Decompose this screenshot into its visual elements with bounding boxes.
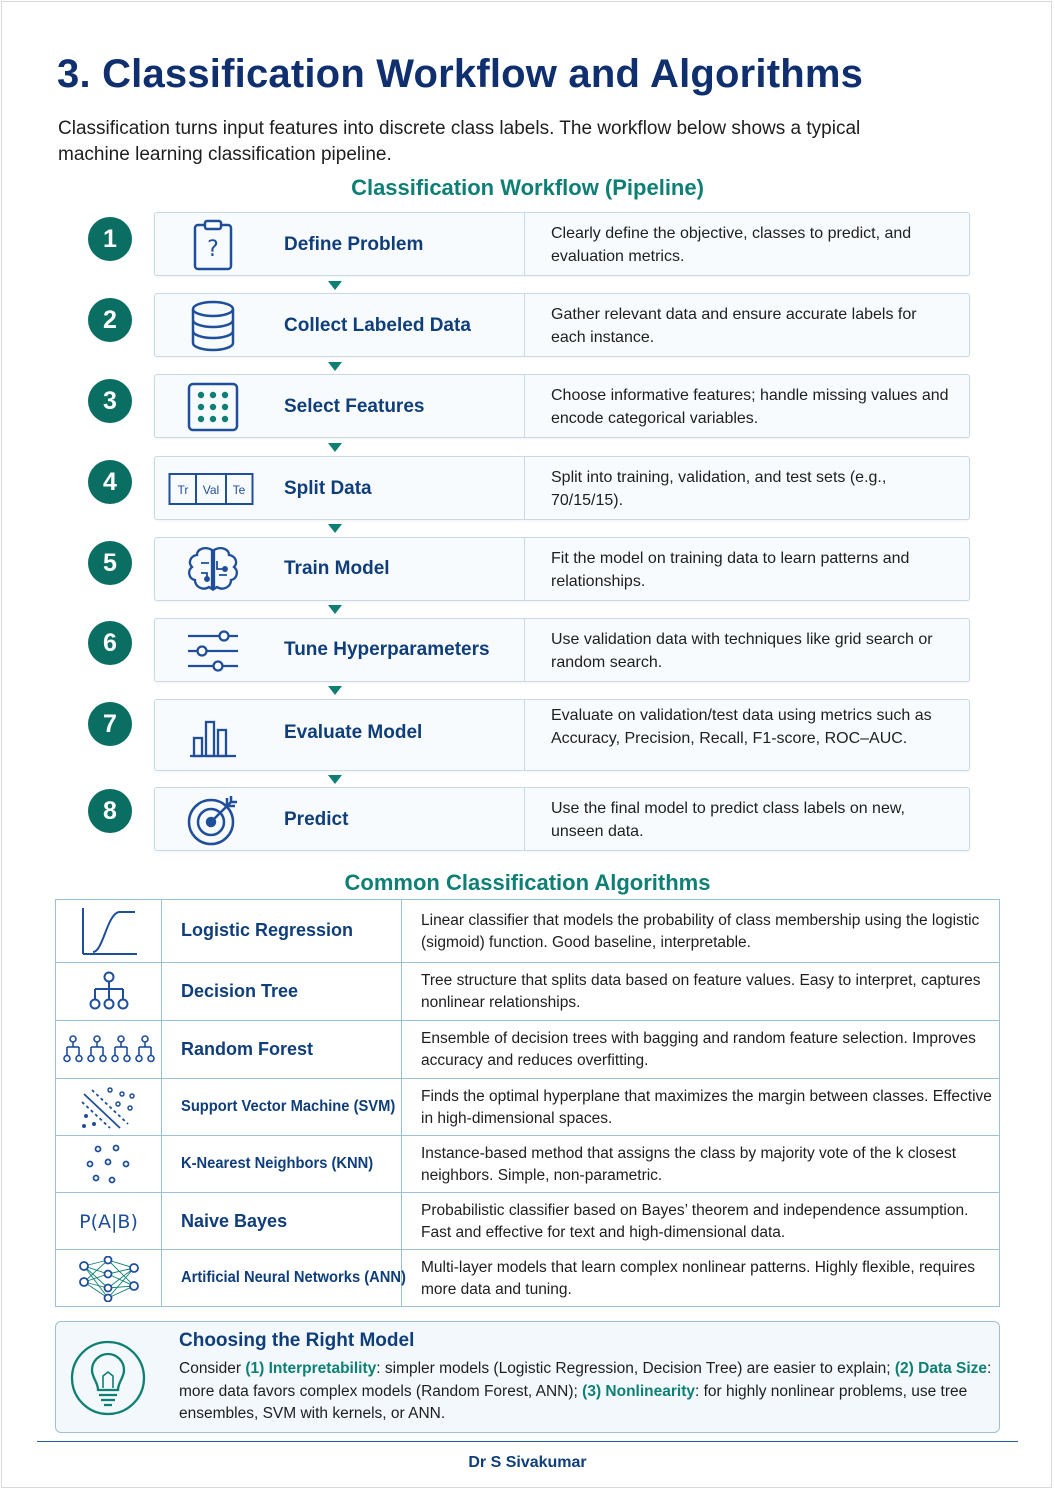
divider [524,700,525,770]
criterion-text: : simpler models (Logistic Regression, Decision Tree) are easier to explain; [376,1360,895,1377]
workflow-step [154,293,970,357]
down-arrow-icon [328,524,342,533]
down-arrow-icon [328,443,342,452]
step-description: Use the final model to predict class labels on new, unseen data. [551,800,905,840]
step-title: Select Features [284,396,425,417]
down-arrow-icon [328,605,342,614]
algorithm-name: Artificial Neural Networks (ANN) [181,1269,406,1286]
callout-title: Choosing the Right Model [179,1330,415,1351]
algorithm-description: Tree structure that splits data based on feature values. Easy to interpret, captures nonlinear relationships. [421,972,981,1011]
algorithm-description: Multi-layer models that learn complex nonlinear patterns. Highly flexible, requires more data and tuning. [421,1259,975,1298]
workflow-step [154,699,970,771]
split-train-label: Tr [177,483,189,497]
sliders-icon [177,623,249,679]
workflow-step [154,374,970,438]
workflow-step [154,787,970,851]
lightbulb-icon [68,1340,148,1420]
workflow-step [154,212,970,276]
knn-points-icon [56,1136,161,1193]
table-row [56,900,999,962]
step-number: 6 [88,621,132,665]
divider [524,213,525,275]
svg-text:?: ? [207,237,219,262]
clipboard-question-icon [177,217,249,273]
algorithms-heading: Common Classification Algorithms [344,870,711,895]
algorithm-description: Instance-based method that assigns the class by majority vote of the k closest neighbors. Simple, non-parametric. [421,1145,957,1184]
down-arrow-icon [328,775,342,784]
split-data-icon [168,461,254,517]
criterion-interpretability: (1) Interpretability [245,1360,377,1377]
workflow-step [154,456,970,520]
step-number: 8 [88,789,132,833]
algorithm-name: Random Forest [181,1039,314,1059]
split-val-label: Val [202,483,220,497]
step-description: Evaluate on validation/test data using metrics such as Accuracy, Precision, Recall, F1-score, ROC–AUC. [551,707,932,747]
divider [524,538,525,600]
bayes-formula-text: P(A|B) [79,1210,138,1233]
step-description: Clearly define the objective, classes to predict, and evaluation metrics. [551,225,912,265]
divider [524,619,525,681]
algorithms-table [55,899,1000,1307]
random-forest-icon [56,1021,161,1079]
callout-text [179,1358,994,1426]
brain-circuit-icon [177,542,249,598]
page-title: 3. Classification Workflow and Algorithms [57,52,864,96]
step-description: Use validation data with techniques like grid search or random search. [551,631,933,671]
workflow-step [154,618,970,682]
table-row [56,1249,999,1307]
divider [524,294,525,356]
down-arrow-icon [328,362,342,371]
criterion-nonlinearity: (3) Nonlinearity [582,1382,695,1400]
bar-chart-icon [177,708,249,764]
bayes-formula-icon [56,1193,161,1250]
criterion-data-size: (2) Data Size [894,1360,988,1377]
step-title: Train Model [284,558,390,579]
step-description: Gather relevant data and ensure accurate labels for each instance. [551,306,917,346]
workflow-heading: Classification Workflow (Pipeline) [351,175,704,200]
footer-divider [37,1441,1018,1442]
target-icon [177,792,249,848]
table-row [56,1020,999,1079]
step-title: Predict [284,809,349,830]
criterion-text: : more data favors complex models (Random Forest, ANN); [179,1360,992,1400]
workflow-step [154,537,970,601]
algorithm-name: Naive Bayes [181,1211,288,1231]
step-number: 3 [88,379,132,423]
split-test-label: Te [232,483,246,497]
svm-hyperplane-icon [56,1079,161,1136]
divider [524,788,525,850]
step-title: Split Data [284,478,372,499]
down-arrow-icon [328,686,342,695]
feature-grid-icon [177,379,249,435]
table-row [56,1192,999,1250]
algorithm-description: Linear classifier that models the probability of class membership using the logistic (sigmoid) function. Good baseline, interpretable. [421,912,980,951]
algorithm-description: Finds the optimal hyperplane that maximizes the margin between classes. Effective in high-dimensional spaces. [421,1088,992,1127]
down-arrow-icon [328,281,342,290]
intro-text: Classification turns input features into discrete class labels. The workflow below shows a typical machine learning classification pipeline. [58,118,861,165]
step-number: 4 [88,460,132,504]
algorithm-name: Logistic Regression [181,920,354,940]
divider [524,375,525,437]
step-title: Evaluate Model [284,722,423,743]
model-choice-callout [55,1321,1000,1433]
criterion-text: : for highly nonlinear problems, use tree ensembles, SVM with kernels, or ANN. [179,1382,968,1422]
table-row [56,962,999,1021]
step-title: Define Problem [284,234,424,255]
algorithm-description: Probabilistic classifier based on Bayes’ theorem and independence assumption. Fast and effective for text and high-dimensional data. [421,1202,969,1241]
neural-network-icon [56,1250,161,1307]
table-row [56,1078,999,1136]
table-row [56,1135,999,1193]
step-number: 2 [88,298,132,342]
decision-tree-icon [56,963,161,1021]
sigmoid-curve-icon [56,900,161,962]
algorithm-name: Decision Tree [181,981,299,1001]
algorithm-name: K-Nearest Neighbors (KNN) [181,1155,374,1172]
step-number: 1 [88,217,132,261]
step-number: 5 [88,541,132,585]
callout-lead: Consider [179,1360,246,1377]
step-description: Fit the model on training data to learn patterns and relationships. [551,550,910,590]
author-footer: Dr S Sivakumar [468,1454,587,1471]
divider [524,457,525,519]
database-icon [177,298,249,354]
algorithm-name: Support Vector Machine (SVM) [181,1098,396,1115]
step-number: 7 [88,702,132,746]
step-description: Choose informative features; handle missing values and encode categorical variables. [551,387,949,427]
algorithm-description: Ensemble of decision trees with bagging and random feature selection. Improves accuracy and reduces overfitting. [421,1030,976,1069]
step-description: Split into training, validation, and test sets (e.g., 70/15/15). [551,469,887,509]
step-title: Tune Hyperparameters [284,639,490,660]
step-title: Collect Labeled Data [284,315,471,336]
